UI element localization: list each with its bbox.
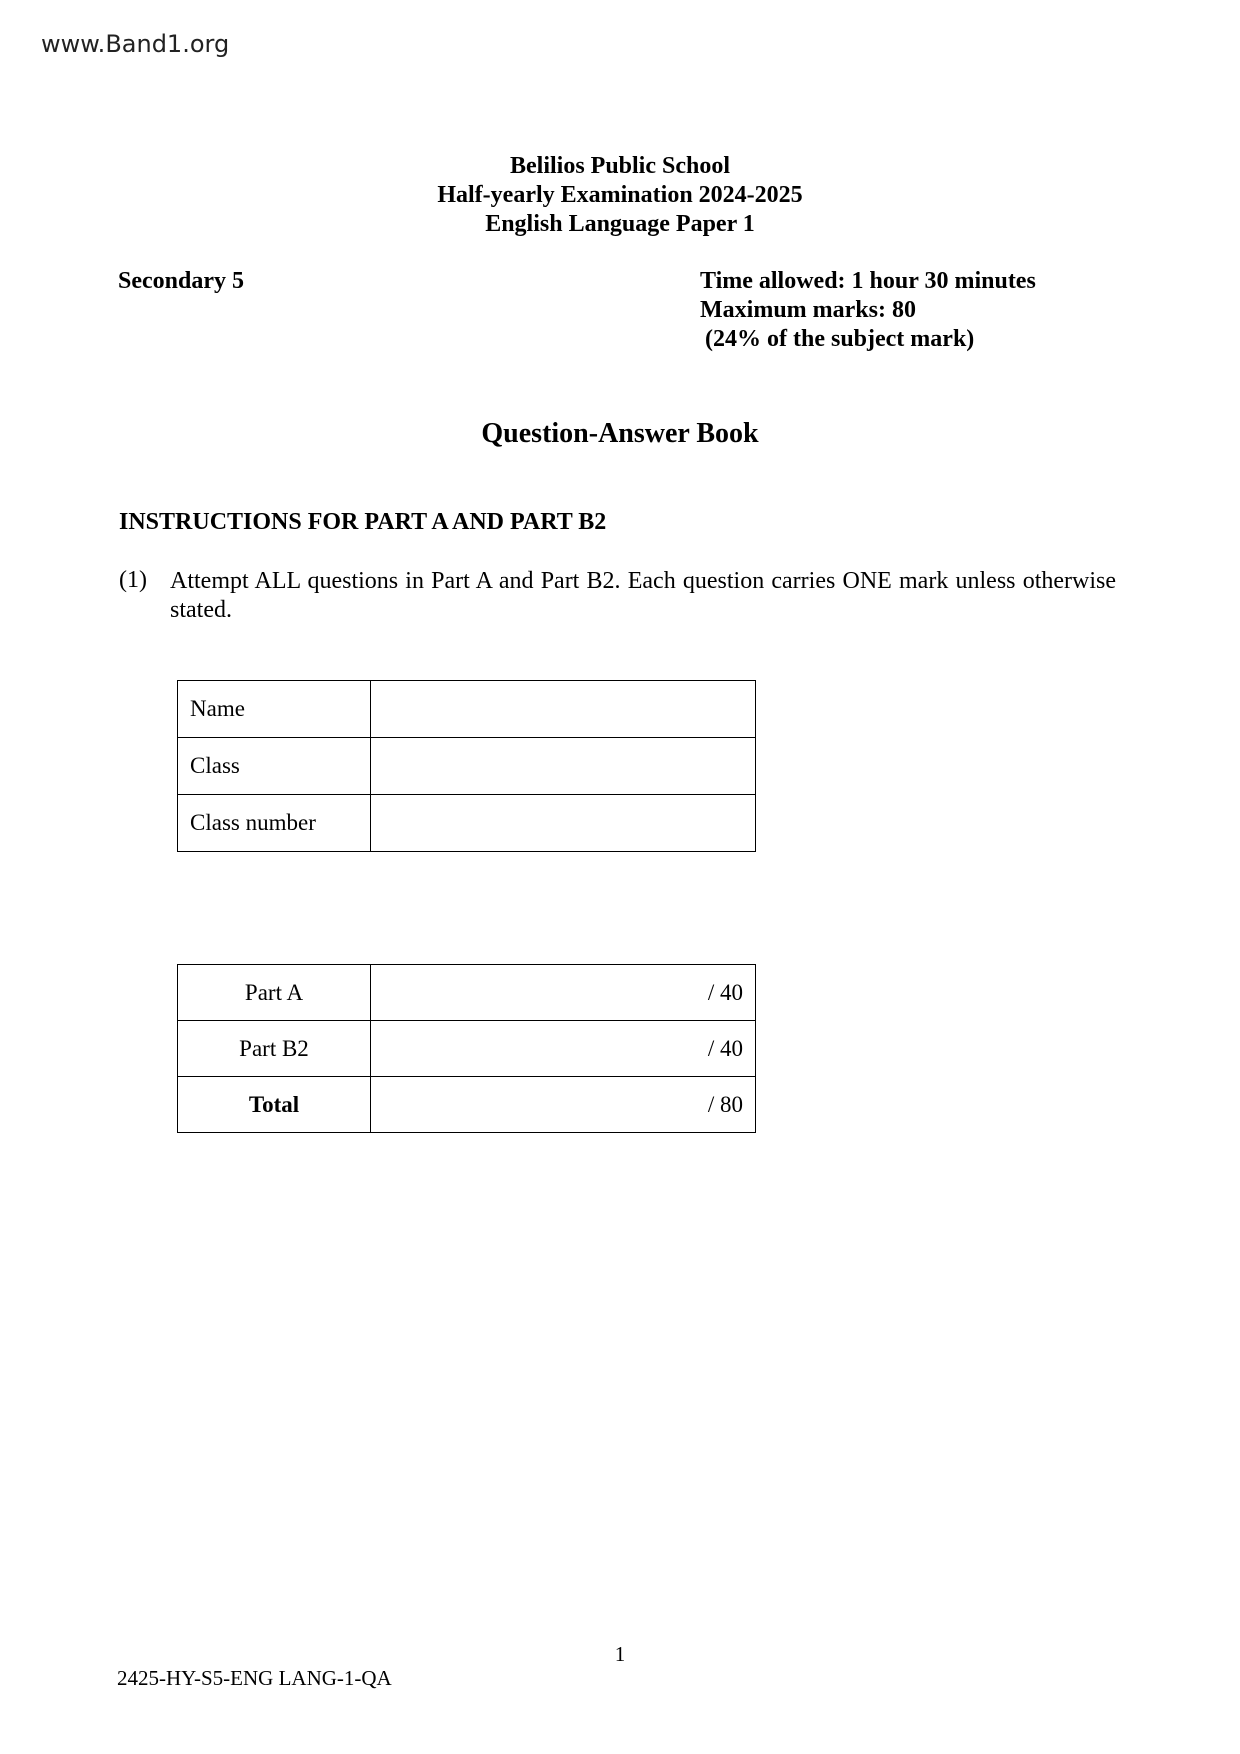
student-info-table <box>177 680 756 852</box>
part-a-marks-field[interactable]: / 40 <box>371 965 756 1021</box>
total-marks-field[interactable]: / 80 <box>371 1077 756 1133</box>
watermark-url: www.Band1.org <box>41 30 230 58</box>
table-row <box>178 681 756 738</box>
info-label: Class <box>178 738 371 795</box>
school-name: Belilios Public School <box>509 153 731 179</box>
table-row <box>178 738 756 795</box>
maximum-marks: Maximum marks: 80 <box>700 297 916 323</box>
marks-label: Total <box>178 1077 371 1133</box>
marks-label: Part A <box>178 965 371 1021</box>
part-b2-marks-field[interactable]: / 40 <box>371 1021 756 1077</box>
table-row <box>178 795 756 852</box>
form-level: Secondary 5 <box>118 268 244 294</box>
class-number-field[interactable] <box>371 795 756 852</box>
book-title: Question-Answer Book <box>481 418 759 449</box>
paper-code: 2425-HY-S5-ENG LANG-1-QA <box>117 1666 392 1690</box>
page-number: 1 <box>614 1642 626 1666</box>
subject-weight: (24% of the subject mark) <box>705 326 975 352</box>
class-field[interactable] <box>371 738 756 795</box>
name-field[interactable] <box>371 681 756 738</box>
exam-title: Half-yearly Examination 2024-2025 <box>437 182 803 208</box>
marks-table <box>177 964 756 1133</box>
table-row <box>178 1077 756 1133</box>
info-label: Class number <box>178 795 371 852</box>
table-row <box>178 1021 756 1077</box>
marks-label: Part B2 <box>178 1021 371 1077</box>
paper-title: English Language Paper 1 <box>485 211 755 237</box>
instruction-text: Attempt ALL questions in Part A and Part B2. Each question carries ONE mark unless otherwise stated. <box>170 568 1116 623</box>
table-row <box>178 965 756 1021</box>
info-label: Name <box>178 681 371 738</box>
time-allowed: Time allowed: 1 hour 30 minutes <box>700 268 1036 294</box>
instruction-number: (1) <box>119 567 147 593</box>
instructions-title: INSTRUCTIONS FOR PART A AND PART B2 <box>119 509 607 535</box>
